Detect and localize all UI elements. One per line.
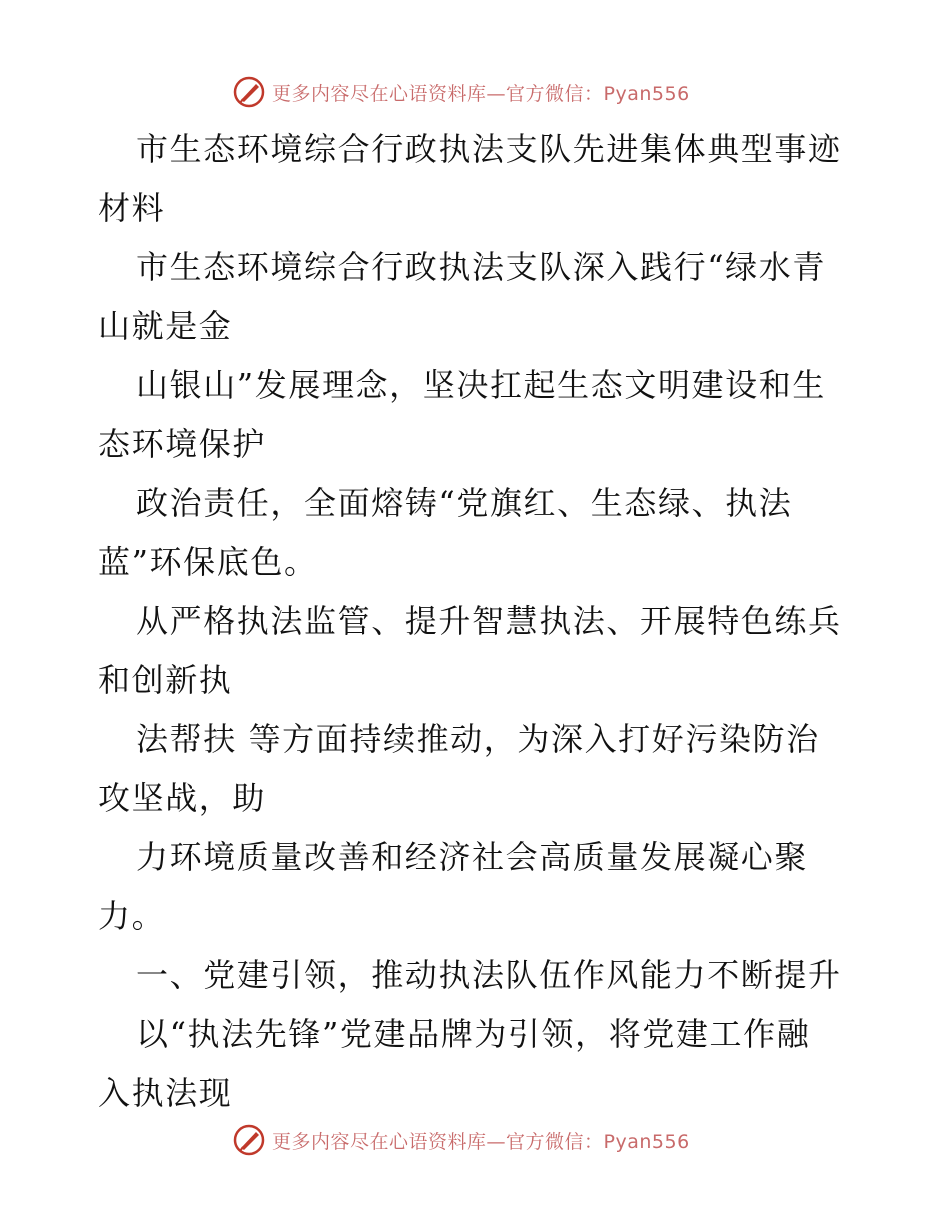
paragraph-line: 法帮扶 等方面持续推动，为深入打好污染防治 [136,720,820,758]
watermark-text: 更多内容尽在心语资料库—官方微信：Pyan556 [272,82,690,105]
paragraph-line: 山银山”发展理念，坚决扛起生态文明建设和生 [136,366,826,404]
doc-title-line-1: 市生态环境综合行政执法支队先进集体典型事迹 [136,130,842,168]
doc-title-line-2: 材料 [98,189,166,227]
paragraph-line: 以“执法先锋”党建品牌为引领，将党建工作融 [136,1015,811,1053]
paragraph-line: 力。 [98,897,166,935]
paragraph-line: 攻坚战，助 [98,779,267,817]
paragraph-line: 从严格执法监管、提升智慧执法、开展特色练兵 [136,602,842,640]
footer-watermark [232,1120,752,1160]
watermark-text: 更多内容尽在心语资料库—官方微信：Pyan556 [272,1130,690,1153]
paragraph-line: 力环境质量改善和经济社会高质量发展凝心聚 [136,838,809,876]
paragraph-line: 山就是金 [98,307,233,345]
document-body [98,120,858,1123]
paragraph-line: 市生态环境综合行政执法支队深入践行“绿水青 [136,248,826,286]
section-heading: 一、党建引领，推动执法队伍作风能力不断提升 [136,956,842,994]
paragraph-line: 政治责任，全面熔铸“党旗红、生态绿、执法 [136,484,793,522]
header-watermark [232,72,752,112]
quill-logo-icon [232,75,266,109]
paragraph-line: 入执法现 [98,1074,233,1112]
paragraph-line: 蓝”环保底色。 [98,543,318,581]
paragraph-line: 和创新执 [98,661,233,699]
paragraph-line: 态环境保护 [98,425,267,463]
quill-logo-icon [232,1123,266,1157]
